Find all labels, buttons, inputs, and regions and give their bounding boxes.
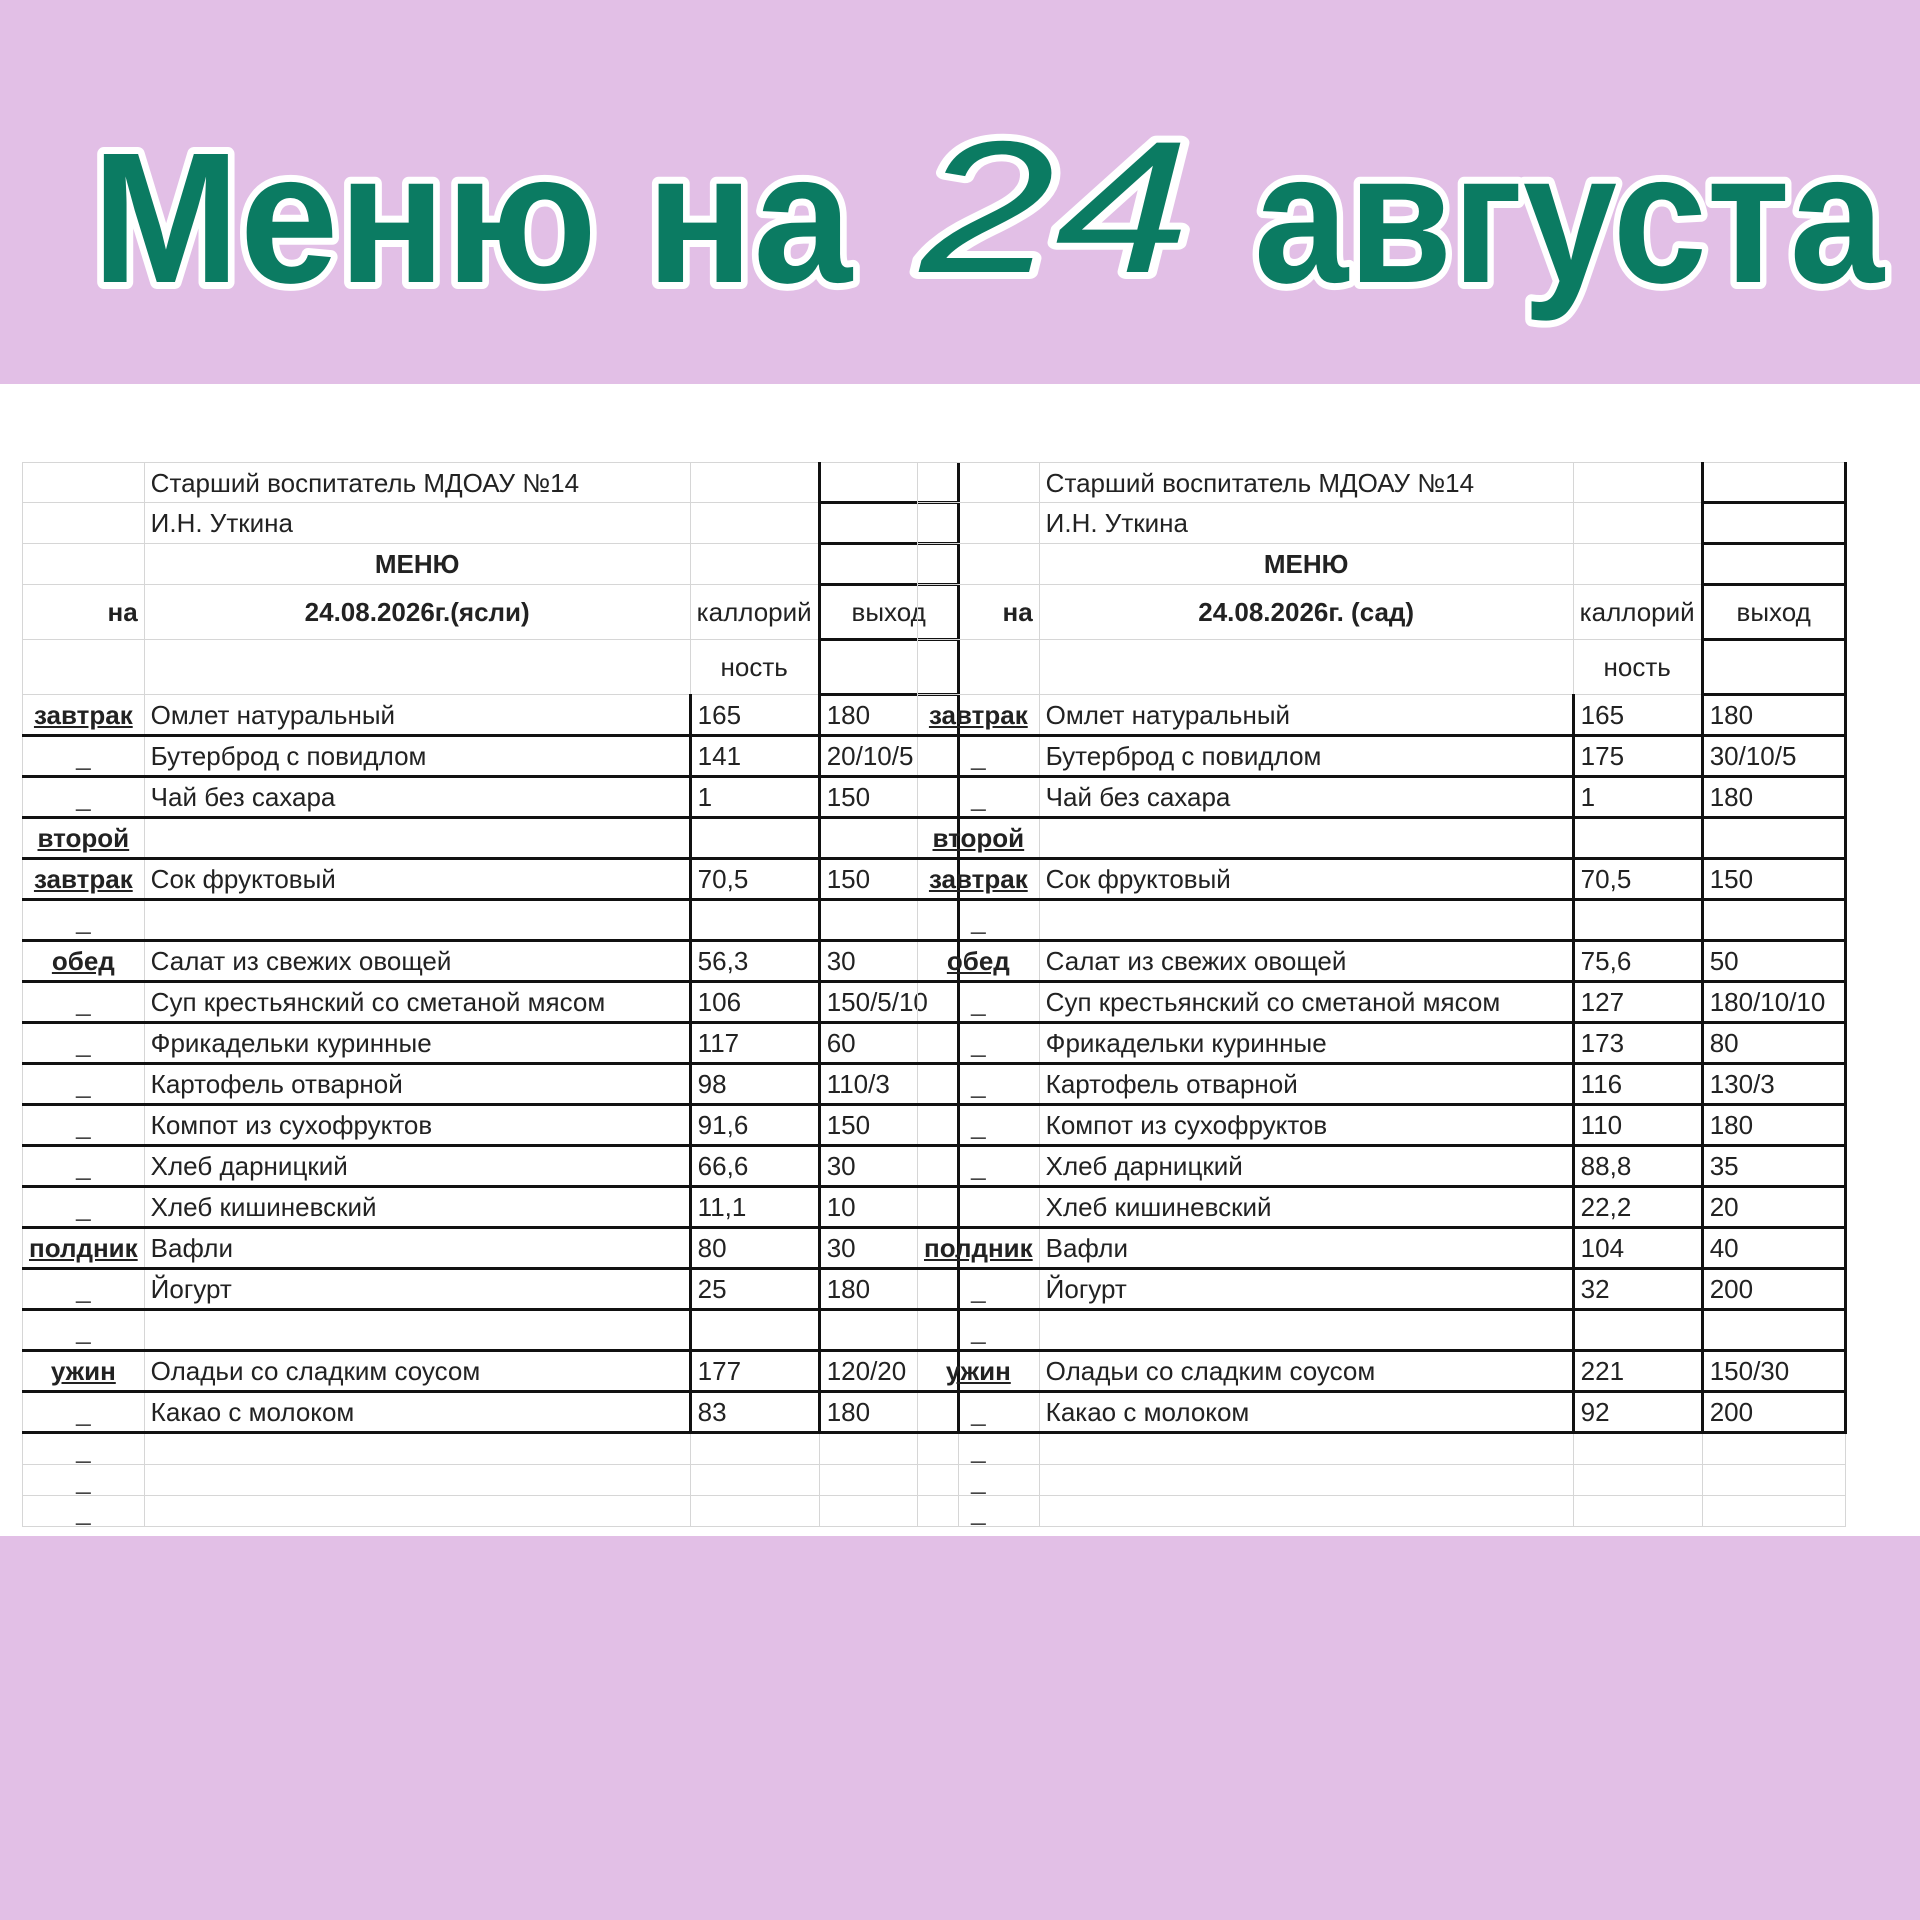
row-marker: _ [23, 1496, 145, 1527]
menu-row [23, 1351, 959, 1392]
date-row [918, 585, 1846, 640]
menu-row [918, 818, 1846, 859]
dish-name [144, 1310, 690, 1351]
calories-value: 106 [690, 982, 819, 1023]
yield-value: 40 [1702, 1228, 1845, 1269]
dish-name: Компот из сухофруктов [144, 1105, 690, 1146]
menu-title: МЕНЮ [1039, 544, 1573, 585]
meal-label: второй [23, 818, 145, 859]
calories-value: 104 [1573, 1228, 1702, 1269]
title-text-number: 24 [917, 102, 1190, 312]
calories-value: 165 [1573, 695, 1702, 736]
empty-row [918, 1496, 1846, 1527]
header-empty-cell [918, 503, 1040, 544]
menu-row [918, 1310, 1846, 1351]
bottom-band [0, 1536, 1920, 1920]
calories-value: 80 [690, 1228, 819, 1269]
empty-cell [1039, 1496, 1573, 1527]
dish-name [144, 818, 690, 859]
menu-title-row [918, 544, 1846, 585]
empty-cell [1702, 1433, 1845, 1465]
empty-row [918, 1433, 1846, 1465]
dish-name: Хлеб кишиневский [1039, 1187, 1573, 1228]
calories-value: 70,5 [1573, 859, 1702, 900]
approver-name: И.Н. Уткина [1039, 503, 1573, 544]
menu-row [23, 818, 959, 859]
menu-row [23, 1187, 959, 1228]
header-empty-cell [690, 544, 819, 585]
row-marker: _ [918, 1023, 1040, 1064]
header-empty-cell [23, 544, 145, 585]
meal-label: завтрак [23, 695, 145, 736]
row-marker: _ [23, 736, 145, 777]
meal-label: обед [23, 941, 145, 982]
calories-value: 116 [1573, 1064, 1702, 1105]
dish-name: Вафли [144, 1228, 690, 1269]
calories-value [690, 900, 819, 941]
menu-row [918, 1023, 1846, 1064]
menu-row [918, 859, 1846, 900]
calories-header: каллорий [690, 585, 819, 640]
empty-cell [144, 1465, 690, 1496]
row-marker: _ [23, 777, 145, 818]
meal-label: ужин [23, 1351, 145, 1392]
dish-name: Какао с молоком [1039, 1392, 1573, 1433]
yield-value [1702, 1310, 1845, 1351]
yield-value: 180 [819, 695, 958, 736]
menu-row [23, 695, 959, 736]
calories-value [1573, 1310, 1702, 1351]
yield-value: 150 [819, 859, 958, 900]
calories-value [690, 1310, 819, 1351]
yield-header: выход [1702, 585, 1845, 640]
dish-name: Оладьи со сладким соусом [144, 1351, 690, 1392]
row-marker: _ [23, 1023, 145, 1064]
calories-value: 1 [1573, 777, 1702, 818]
yield-value: 180 [1702, 695, 1845, 736]
menu-row [23, 1064, 959, 1105]
yield-value: 180/10/10 [1702, 982, 1845, 1023]
yield-value: 180 [819, 1392, 958, 1433]
dish-name [1039, 900, 1573, 941]
dish-name [144, 900, 690, 941]
approver-name-row [23, 503, 959, 544]
dish-name: Сок фруктовый [144, 859, 690, 900]
empty-row [23, 1465, 959, 1496]
calories-value: 11,1 [690, 1187, 819, 1228]
menu-row [918, 1187, 1846, 1228]
row-marker: _ [23, 1433, 145, 1465]
empty-cell [1573, 1465, 1702, 1496]
menu-row [918, 1064, 1846, 1105]
header-empty-cell [23, 463, 145, 503]
na-label: на [23, 585, 145, 640]
header-empty-cell [1573, 544, 1702, 585]
yield-value: 30 [819, 1146, 958, 1187]
meal-label: завтрак [918, 695, 1040, 736]
empty-cell [690, 1496, 819, 1527]
menu-row [23, 1228, 959, 1269]
row-marker: _ [23, 1269, 145, 1310]
row-marker: _ [23, 1187, 145, 1228]
empty-cell [690, 1433, 819, 1465]
meal-label: полдник [23, 1228, 145, 1269]
calories-value: 25 [690, 1269, 819, 1310]
calories-value [690, 818, 819, 859]
dish-name: Суп крестьянский со сметаной мясом [1039, 982, 1573, 1023]
yield-value: 120/20 [819, 1351, 958, 1392]
meal-label: второй [918, 818, 1040, 859]
row-marker: _ [23, 1392, 145, 1433]
calories-value: 92 [1573, 1392, 1702, 1433]
menu-row [23, 1023, 959, 1064]
row-marker: _ [918, 900, 1040, 941]
row-marker: _ [23, 900, 145, 941]
menu-row [918, 1105, 1846, 1146]
dish-name: Чай без сахара [1039, 777, 1573, 818]
header-empty-cell [918, 544, 1040, 585]
menu-row [918, 1146, 1846, 1187]
menu-row [23, 1146, 959, 1187]
header-empty-cell [1702, 503, 1845, 544]
menu-row [23, 1105, 959, 1146]
menu-row [918, 982, 1846, 1023]
calories-value [1573, 900, 1702, 941]
header-empty-cell [1573, 503, 1702, 544]
dish-name: Омлет натуральный [144, 695, 690, 736]
dish-name: Картофель отварной [1039, 1064, 1573, 1105]
empty-row [23, 1496, 959, 1527]
row-marker: _ [918, 1392, 1040, 1433]
header-empty-cell [690, 463, 819, 503]
yield-value: 130/3 [1702, 1064, 1845, 1105]
calories-value: 91,6 [690, 1105, 819, 1146]
na-label: на [918, 585, 1040, 640]
menu-row [23, 1310, 959, 1351]
empty-cell [1573, 1433, 1702, 1465]
row-marker: _ [918, 982, 1040, 1023]
calories-value: 110 [1573, 1105, 1702, 1146]
empty-cell [1039, 1465, 1573, 1496]
calories-value: 22,2 [1573, 1187, 1702, 1228]
dish-name: Омлет натуральный [1039, 695, 1573, 736]
calories-value: 98 [690, 1064, 819, 1105]
approver-title: Старший воспитатель МДОАУ №14 [144, 463, 690, 503]
dish-name: Хлеб дарницкий [1039, 1146, 1573, 1187]
approver-title-row [918, 463, 1846, 503]
menu-row [918, 941, 1846, 982]
row-marker: _ [918, 1496, 1040, 1527]
empty-row [23, 1433, 959, 1465]
date-row [23, 585, 959, 640]
yield-value: 10 [819, 1187, 958, 1228]
calories-value: 66,6 [690, 1146, 819, 1187]
header-empty-cell [918, 640, 1040, 695]
yield-value [1702, 900, 1845, 941]
yield-value: 150 [819, 1105, 958, 1146]
header-empty-cell [1573, 463, 1702, 503]
yield-value: 30/10/5 [1702, 736, 1845, 777]
yield-value: 180 [1702, 1105, 1845, 1146]
calories-value: 32 [1573, 1269, 1702, 1310]
row-marker: _ [23, 982, 145, 1023]
banner-title [0, 0, 1920, 384]
calories-value: 141 [690, 736, 819, 777]
menu-row [23, 1392, 959, 1433]
yield-value: 110/3 [819, 1064, 958, 1105]
menu-row [23, 941, 959, 982]
title-banner [0, 0, 1920, 384]
yield-value: 35 [1702, 1146, 1845, 1187]
calories-value: 88,8 [1573, 1146, 1702, 1187]
yield-value: 180 [1702, 777, 1845, 818]
row-marker: _ [918, 1146, 1040, 1187]
dish-name: Вафли [1039, 1228, 1573, 1269]
calories-value: 75,6 [1573, 941, 1702, 982]
calories-value [1573, 818, 1702, 859]
header-empty-cell [918, 463, 1040, 503]
yield-header: выход [819, 585, 958, 640]
dish-name: Фрикадельки куринные [1039, 1023, 1573, 1064]
menu-row [918, 736, 1846, 777]
meal-label: полдник [918, 1228, 1040, 1269]
yield-value: 200 [1702, 1392, 1845, 1433]
header-continuation-row [918, 640, 1846, 695]
yield-value: 80 [1702, 1023, 1845, 1064]
dish-name: Бутерброд с повидлом [144, 736, 690, 777]
yield-value: 20/10/5 [819, 736, 958, 777]
dish-name: Компот из сухофруктов [1039, 1105, 1573, 1146]
header-empty-cell [1702, 640, 1845, 695]
menu-row [918, 777, 1846, 818]
calories-value: 127 [1573, 982, 1702, 1023]
menu-row [918, 1392, 1846, 1433]
dish-name: Салат из свежих овощей [144, 941, 690, 982]
calories-value: 83 [690, 1392, 819, 1433]
row-marker: _ [918, 736, 1040, 777]
meal-label: обед [918, 941, 1040, 982]
calories-value: 56,3 [690, 941, 819, 982]
menu-row [23, 777, 959, 818]
empty-cell [1039, 1433, 1573, 1465]
header-empty-cell [1702, 463, 1845, 503]
menu-row [918, 1269, 1846, 1310]
header-empty-cell [144, 640, 690, 695]
dish-name: Бутерброд с повидлом [1039, 736, 1573, 777]
title-text-start: Меню на [92, 115, 854, 322]
menu-row [918, 1228, 1846, 1269]
yield-value: 150 [1702, 859, 1845, 900]
calories-header-continuation: ность [1573, 640, 1702, 695]
row-marker: _ [918, 777, 1040, 818]
empty-cell [690, 1465, 819, 1496]
header-empty-cell [1702, 544, 1845, 585]
calories-header: каллорий [1573, 585, 1702, 640]
approver-title: Старший воспитатель МДОАУ №14 [1039, 463, 1573, 503]
yield-value: 20 [1702, 1187, 1845, 1228]
empty-cell [1702, 1496, 1845, 1527]
dish-name: Йогурт [1039, 1269, 1573, 1310]
row-marker: _ [918, 1105, 1040, 1146]
meal-label [918, 1187, 1040, 1228]
meal-label: завтрак [918, 859, 1040, 900]
dish-name: Какао с молоком [144, 1392, 690, 1433]
menu-row [23, 982, 959, 1023]
menu-row [23, 736, 959, 777]
row-marker: _ [918, 1433, 1040, 1465]
approver-name: И.Н. Уткина [144, 503, 690, 544]
header-empty-cell [23, 640, 145, 695]
row-marker: _ [918, 1064, 1040, 1105]
dish-name [1039, 1310, 1573, 1351]
dish-name: Суп крестьянский со сметаной мясом [144, 982, 690, 1023]
row-marker: _ [23, 1465, 145, 1496]
yield-value: 150/30 [1702, 1351, 1845, 1392]
meal-label: ужин [918, 1351, 1040, 1392]
meal-label: завтрак [23, 859, 145, 900]
header-empty-cell [1039, 640, 1573, 695]
menu-table-kindergarten [917, 462, 1847, 1527]
empty-row [918, 1465, 1846, 1496]
calories-value: 1 [690, 777, 819, 818]
calories-header-continuation: ность [690, 640, 819, 695]
yield-value: 150/5/10 [819, 982, 958, 1023]
approver-title-row [23, 463, 959, 503]
calories-value: 173 [1573, 1023, 1702, 1064]
dish-name: Чай без сахара [144, 777, 690, 818]
yield-value: 150 [819, 777, 958, 818]
menu-row [23, 859, 959, 900]
calories-value: 221 [1573, 1351, 1702, 1392]
calories-value: 70,5 [690, 859, 819, 900]
dish-name: Сок фруктовый [1039, 859, 1573, 900]
yield-value: 30 [819, 1228, 958, 1269]
menu-row [23, 1269, 959, 1310]
calories-value: 175 [1573, 736, 1702, 777]
header-empty-cell [690, 503, 819, 544]
row-marker: _ [918, 1269, 1040, 1310]
row-marker: _ [918, 1310, 1040, 1351]
dish-name: Хлеб кишиневский [144, 1187, 690, 1228]
row-marker: _ [23, 1064, 145, 1105]
menu-title-row [23, 544, 959, 585]
dish-name: Картофель отварной [144, 1064, 690, 1105]
title-text-end: августа [1254, 115, 1886, 322]
dish-name: Хлеб дарницкий [144, 1146, 690, 1187]
calories-value: 177 [690, 1351, 819, 1392]
empty-cell [144, 1433, 690, 1465]
calories-value: 165 [690, 695, 819, 736]
approver-name-row [918, 503, 1846, 544]
dish-name: Йогурт [144, 1269, 690, 1310]
dish-name: Оладьи со сладким соусом [1039, 1351, 1573, 1392]
header-empty-cell [23, 503, 145, 544]
menu-date: 24.08.2026г. (сад) [1039, 585, 1573, 640]
empty-cell [144, 1496, 690, 1527]
header-continuation-row [23, 640, 959, 695]
menu-row [23, 900, 959, 941]
yield-value: 50 [1702, 941, 1845, 982]
calories-value: 117 [690, 1023, 819, 1064]
menu-row [918, 695, 1846, 736]
yield-value: 180 [819, 1269, 958, 1310]
row-marker: _ [23, 1310, 145, 1351]
yield-value: 30 [819, 941, 958, 982]
yield-value: 200 [1702, 1269, 1845, 1310]
empty-cell [1702, 1465, 1845, 1496]
row-marker: _ [23, 1105, 145, 1146]
menu-date: 24.08.2026г.(ясли) [144, 585, 690, 640]
dish-name [1039, 818, 1573, 859]
yield-value [1702, 818, 1845, 859]
yield-value: 60 [819, 1023, 958, 1064]
menu-table-nursery [22, 462, 960, 1527]
menu-row [918, 900, 1846, 941]
empty-cell [1573, 1496, 1702, 1527]
row-marker: _ [23, 1146, 145, 1187]
row-marker: _ [918, 1465, 1040, 1496]
dish-name: Фрикадельки куринные [144, 1023, 690, 1064]
dish-name: Салат из свежих овощей [1039, 941, 1573, 982]
menu-row [918, 1351, 1846, 1392]
menu-title: МЕНЮ [144, 544, 690, 585]
